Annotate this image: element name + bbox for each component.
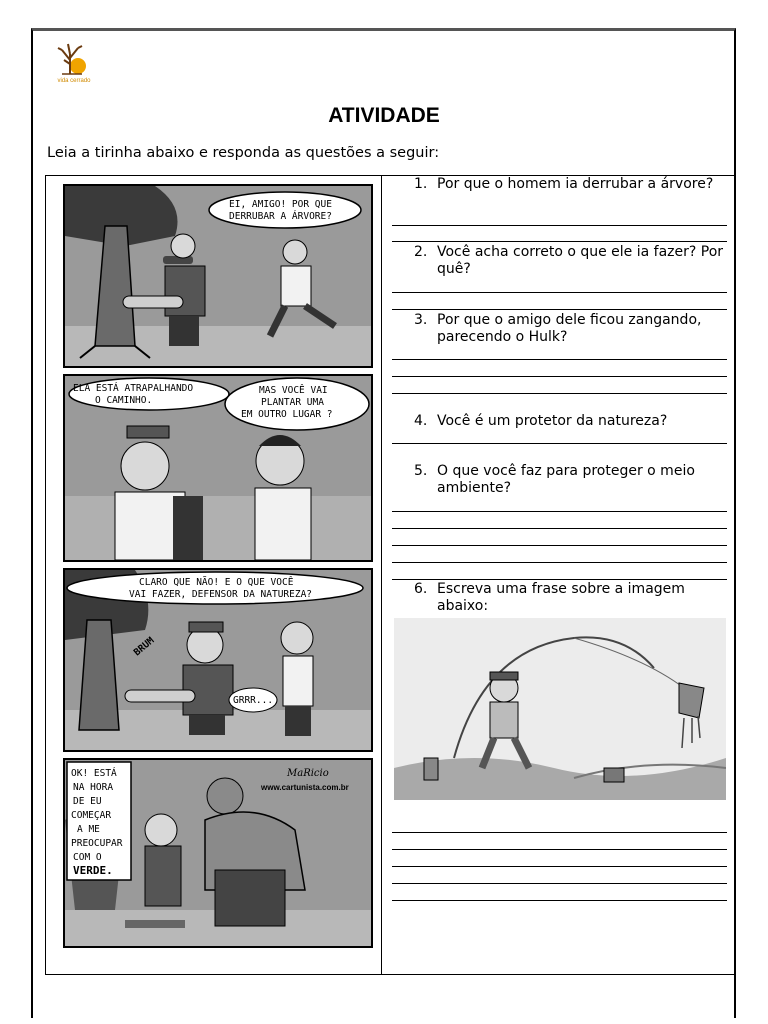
panel4-bubble-line8: VERDE. — [73, 864, 113, 877]
instruction-text: Leia a tirinha abaixo e responda as questões a seguir: — [47, 145, 440, 161]
comic-panel-1 — [63, 184, 373, 368]
fishing-illustration — [394, 618, 726, 800]
panel3-bubble-line2: VAI FAZER, DEFENSOR DA NATUREZA? — [129, 589, 313, 600]
answer-line[interactable] — [392, 309, 727, 310]
panel2-bubble1-line2: O CAMINHO. — [95, 395, 153, 406]
panel2-bubble2-line2: PLANTAR UMA — [261, 397, 324, 408]
answer-line[interactable] — [392, 849, 727, 850]
comic-panel-3 — [63, 568, 373, 752]
panel1-bubble-line2: DERRUBAR A ÁRVORE? — [229, 211, 332, 222]
answer-line[interactable] — [392, 225, 727, 226]
answer-line[interactable] — [392, 866, 727, 867]
answer-line[interactable] — [392, 241, 727, 242]
answer-line[interactable] — [392, 511, 727, 512]
answer-line[interactable] — [392, 579, 727, 580]
panel4-bubble-line1: OK! ESTÁ — [71, 768, 117, 779]
question-number: 3. — [414, 312, 428, 328]
comic-panel-2 — [63, 374, 373, 562]
question-number: 4. — [414, 413, 428, 429]
logo — [52, 40, 96, 86]
panel4-site: www.cartunista.com.br — [261, 783, 349, 792]
answer-line[interactable] — [392, 562, 727, 563]
panel4-bubble-line3: DE EU — [73, 796, 102, 807]
answer-line[interactable] — [392, 359, 727, 360]
answer-line[interactable] — [392, 545, 727, 546]
panel3-sfx-chainsaw: BRUM — [131, 635, 157, 659]
question-text: Por que o homem ia derrubar a árvore? — [437, 176, 714, 192]
panel4-bubble-line4: COMEÇAR — [71, 810, 112, 821]
answer-line[interactable] — [392, 528, 727, 529]
panel1-bubble-line1: EI, AMIGO! POR QUE — [229, 199, 332, 210]
panel2-bubble2-line3: EM OUTRO LUGAR ? — [241, 409, 333, 420]
page-title: ATIVIDADE — [328, 104, 440, 127]
panel4-signature: MaRicio — [287, 768, 329, 779]
question-number: 1. — [414, 176, 428, 192]
panel2-bubble2-line1: MAS VOCÊ VAI — [259, 385, 328, 396]
question-text: Por que o amigo dele ficou zangando, parecendo o Hulk? — [437, 312, 702, 345]
answer-line[interactable] — [392, 443, 727, 444]
question-number: 5. — [414, 463, 428, 479]
question-text: Escreva uma frase sobre a imagem abaixo: — [437, 581, 685, 614]
table-divider — [381, 175, 382, 975]
comic-panel-4 — [63, 758, 373, 948]
question-text: Você acha correto o que ele ia fazer? Por quê? — [437, 244, 724, 277]
panel3-sfx-growl: GRRR... — [233, 695, 274, 706]
panel4-bubble-line5: A ME — [77, 824, 100, 835]
answer-line[interactable] — [392, 883, 727, 884]
answer-line[interactable] — [392, 376, 727, 377]
answer-line[interactable] — [392, 393, 727, 394]
panel3-bubble-line1: CLARO QUE NÃO! E O QUE VOCÊ — [139, 577, 294, 588]
panel4-bubble-line7: COM O — [73, 852, 102, 863]
logo-text: vida cerrado — [57, 78, 91, 84]
question-text: Você é um protetor da natureza? — [437, 413, 668, 429]
tree-logo-icon — [52, 40, 96, 80]
question-number: 6. — [414, 581, 428, 597]
panel4-bubble-line6: PREOCUPAR — [71, 838, 123, 849]
answer-line[interactable] — [392, 832, 727, 833]
question-number: 2. — [414, 244, 428, 260]
answer-line[interactable] — [392, 900, 727, 901]
answer-line[interactable] — [392, 292, 727, 293]
panel2-bubble1-line1: ELA ESTÁ ATRAPALHANDO — [73, 383, 194, 394]
question-text: O que você faz para proteger o meio ambiente? — [437, 463, 695, 496]
panel4-bubble-line2: NA HORA — [73, 782, 114, 793]
